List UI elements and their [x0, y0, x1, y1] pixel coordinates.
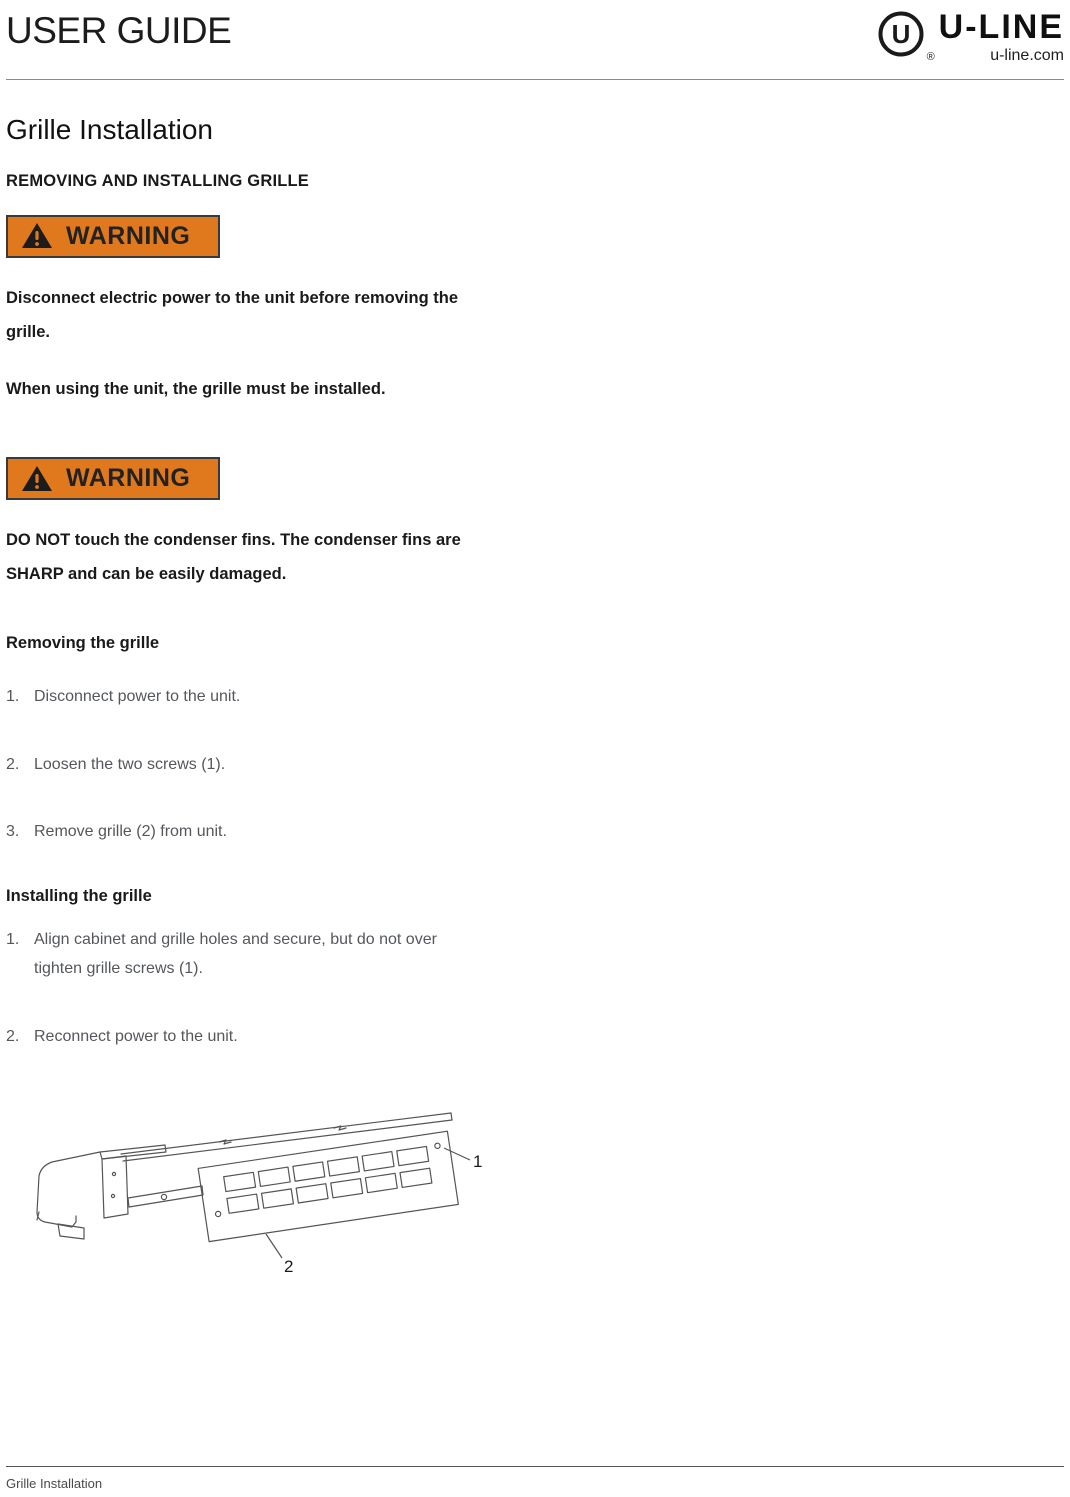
- step-number: 1.: [6, 931, 20, 949]
- figure-callouts: [266, 1148, 482, 1276]
- removing-grille-heading: Removing the grille: [6, 633, 160, 652]
- page-title: Grille Installation: [6, 113, 213, 145]
- uline-logo-mark-icon: [877, 10, 925, 58]
- step-number: 2.: [6, 755, 20, 773]
- main-content: [0, 114, 1070, 1290]
- warning-banner-2: [6, 457, 220, 500]
- step-number: 2.: [6, 1027, 20, 1045]
- cabinet-drawing: [37, 1113, 452, 1239]
- installing-grille-heading: Installing the grille: [6, 887, 152, 906]
- warning-triangle-icon: [20, 221, 54, 251]
- warning-label: WARNING: [66, 464, 191, 493]
- callout-grille-label: 2: [284, 1256, 294, 1276]
- step-text: Reconnect power to the unit.: [34, 1027, 238, 1045]
- list-item: [6, 683, 1064, 712]
- list-item: [6, 926, 1064, 984]
- warning-label: WARNING: [66, 221, 191, 250]
- list-item: [6, 818, 1064, 847]
- installing-grille-steps: [6, 926, 1064, 1051]
- header-divider: [6, 79, 1064, 80]
- removing-grille-steps: [6, 683, 1064, 847]
- warning-banner-1: [6, 215, 220, 258]
- list-item: [6, 1023, 1064, 1052]
- step-text: Remove grille (2) from unit.: [34, 823, 227, 841]
- warning-triangle-icon: [20, 464, 54, 494]
- warning-1-text: Disconnect electric power to the unit before removing the grille.: [6, 288, 458, 341]
- callout-screws-label: 1: [473, 1151, 483, 1171]
- registered-trademark: ®: [926, 50, 935, 63]
- page-header: [0, 0, 1070, 65]
- user-guide-title: USER GUIDE: [6, 10, 232, 51]
- uline-logo: [877, 10, 1064, 65]
- uline-website: u-line.com: [990, 46, 1064, 64]
- grille-diagram: [14, 1100, 489, 1290]
- page-footer: [6, 1466, 1064, 1491]
- grille-note-text: When using the unit, the grille must be installed.: [6, 380, 386, 399]
- step-text: Disconnect power to the unit.: [34, 687, 241, 705]
- grille-panel-drawing: [198, 1131, 458, 1241]
- uline-wordmark: U-LINE: [938, 8, 1064, 46]
- footer-text: Grille Installation: [6, 1476, 103, 1491]
- uline-logo-letter: U: [891, 19, 910, 49]
- footer-divider: [6, 1466, 1064, 1467]
- grille-figure: [14, 1100, 1064, 1290]
- step-number: 3.: [6, 823, 20, 841]
- uline-wordmark-block: [939, 10, 1064, 65]
- step-number: 1.: [6, 687, 20, 705]
- warning-2-text: DO NOT touch the condenser fins. The condenser fins are SHARP and can be easily damaged.: [6, 531, 461, 583]
- list-item: [6, 751, 1064, 780]
- step-text: Loosen the two screws (1).: [34, 755, 226, 773]
- step-text: Align cabinet and grille holes and secure, but do not over tighten grille screws (1).: [34, 931, 437, 977]
- section-title: REMOVING AND INSTALLING GRILLE: [6, 171, 309, 190]
